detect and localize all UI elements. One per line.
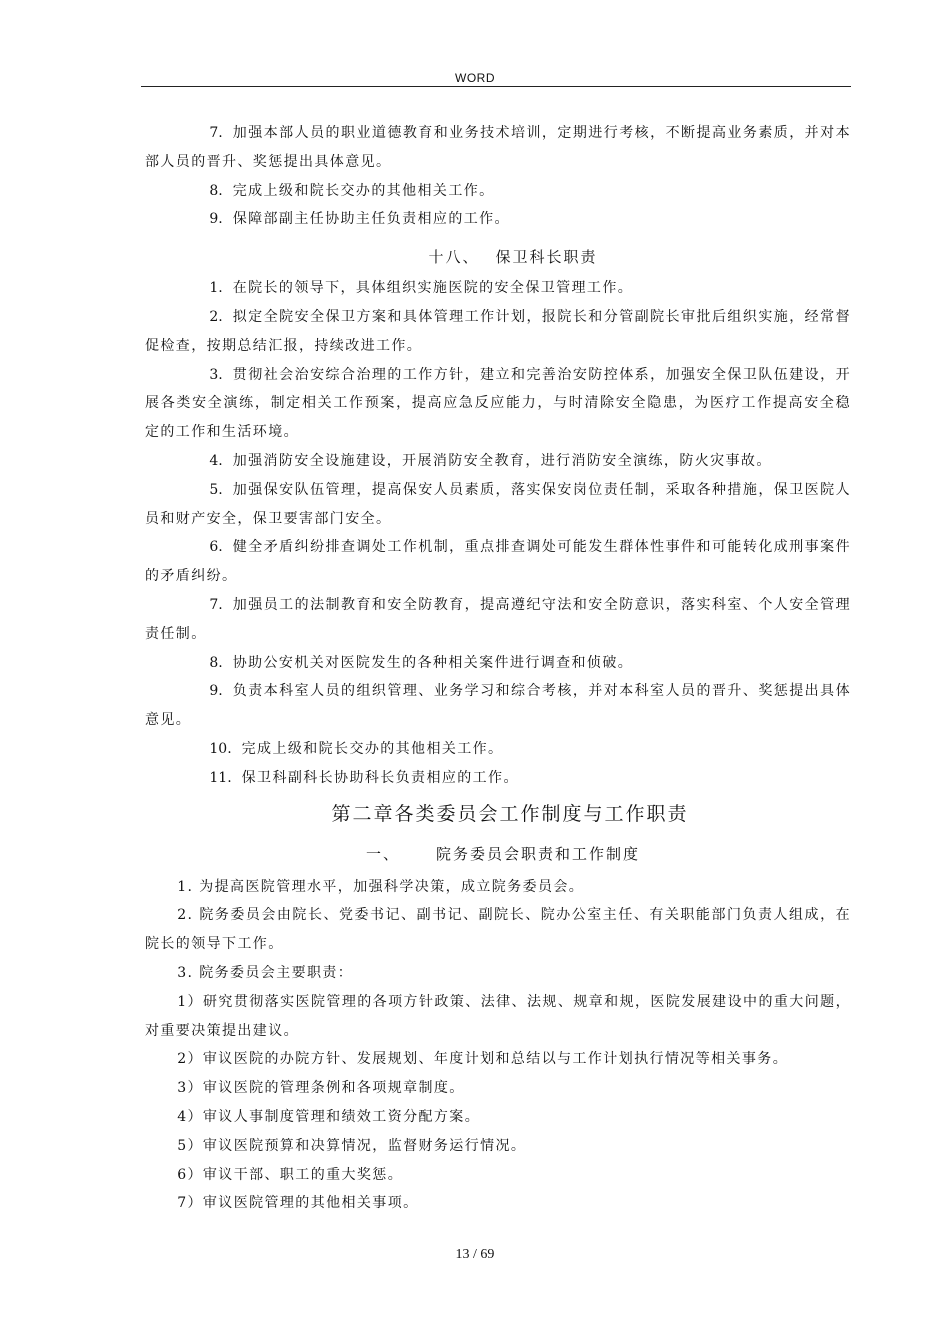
list-item-text: 健全矛盾纠纷排查调处工作机制，重点排查调处可能发生群体性事件和可能转化成刑事案件的矛盾纠纷。: [145, 539, 851, 585]
paragraph: 6）审议干部、职工的重大奖惩。: [177, 1166, 404, 1183]
paragraph: 2. 院务委员会由院长、党委书记、副书记、副院长、院办公室主任、有关职能部门负责人组成，在院长的领导下工作。: [145, 907, 851, 953]
list-item-number: 8.: [209, 182, 223, 199]
list-item: [145, 533, 851, 591]
paragraph: 1）研究贯彻落实医院管理的各项方针政策、法律、法规、规章和规，医院发展建设中的重大问题，对重要决策提出建议。: [145, 993, 851, 1039]
paragraph: 4）审议人事制度管理和绩效工资分配方案。: [177, 1108, 481, 1125]
paragraph: 3. 院务委员会主要职责：: [177, 964, 354, 981]
list-item: [145, 764, 851, 793]
pre-item-list: [145, 119, 851, 234]
section-heading-number: 一、: [365, 844, 400, 863]
list-item: [145, 649, 851, 678]
list-item-text: 加强员工的法制教育和安全防教育，提高遵纪守法和安全防意识，落实科室、个人安全管理责任制。: [145, 596, 851, 642]
list-item: [145, 677, 851, 735]
list-item-number: 2.: [209, 308, 223, 325]
section-heading-title: 院务委员会职责和工作制度: [436, 844, 641, 863]
list-item-text: 加强本部人员的职业道德教育和业务技术培训，定期进行考核，不断提高业务素质，并对本部人员的晋升、奖惩提出具体意见。: [145, 125, 851, 170]
section-heading-1: [145, 843, 851, 865]
page-header-title: WORD: [455, 71, 495, 85]
header-divider: [141, 86, 851, 87]
list-item-number: 4.: [209, 452, 223, 469]
list-item: [145, 361, 851, 447]
page-number: 13 / 69: [455, 1247, 495, 1262]
list-item-number: 7.: [209, 596, 223, 613]
list-item-number: 11.: [209, 769, 232, 786]
list-item: [145, 177, 851, 206]
list-item-number: 1.: [209, 280, 223, 297]
list-item-text: 完成上级和院长交办的其他相关工作。: [232, 182, 495, 199]
list-item: [145, 205, 851, 234]
list-item-number: 9.: [209, 211, 223, 228]
list-item: [145, 274, 851, 303]
list-item-text: 负责本科室人员的组织管理、业务学习和综合考核，并对本科室人员的晋升、奖惩提出具体意见。: [145, 683, 851, 729]
chapter-title: 第二章各类委员会工作制度与工作职责: [331, 802, 689, 825]
list-item-number: 5.: [209, 481, 223, 498]
paragraph: 7）审议医院管理的其他相关事项。: [177, 1195, 419, 1212]
document-body: [145, 119, 851, 1218]
list-item-number: 8.: [209, 654, 223, 671]
section18-item-list: [145, 274, 851, 792]
list-item-text: 保卫科副科长协助科长负责相应的工作。: [241, 769, 519, 786]
chapter2-paragraph-list: [145, 873, 851, 1219]
list-item: [145, 735, 851, 764]
list-item-text: 完成上级和院长交办的其他相关工作。: [241, 740, 504, 757]
list-item: [145, 476, 851, 534]
list-item-text: 保障部副主任协助主任负责相应的工作。: [232, 211, 510, 228]
list-item: [145, 119, 851, 177]
section-heading-number: 十八、: [428, 248, 480, 267]
list-item-text: 加强消防安全设施建设，开展消防安全教育，进行消防安全演练，防火灾事故。: [232, 452, 772, 469]
paragraph: 5）审议医院预算和决算情况，监督财务运行情况。: [177, 1137, 527, 1154]
list-item-number: 3.: [209, 366, 223, 383]
list-item-number: 6.: [209, 539, 223, 556]
paragraph: 3）审议医院的管理条例和各项规章制度。: [177, 1080, 465, 1097]
list-item-text: 拟定全院安全保卫方案和具体管理工作计划，报院长和分管副院长审批后组织实施，经常督促检查，按期总结汇报，持续改进工作。: [145, 308, 851, 354]
paragraph: 1. 为提高医院管理水平，加强科学决策，成立院务委员会。: [177, 878, 585, 895]
section-heading-title: 保卫科长职责: [495, 248, 598, 267]
list-item-number: 9.: [209, 683, 223, 700]
list-item-text: 协助公安机关对医院发生的各种相关案件进行调查和侦破。: [232, 654, 634, 671]
list-item-text: 在院长的领导下，具体组织实施医院的安全保卫管理工作。: [232, 280, 634, 297]
list-item-text: 贯彻社会治安综合治理的工作方针，建立和完善治安防控体系，加强安全保卫队伍建设，开展各类安全演练，制定相关工作预案，提高应急反应能力，与时清除安全隐患，为医疗工作提高安全稳定的工作和生活环境。: [145, 366, 851, 441]
list-item: [145, 303, 851, 361]
list-item: [145, 591, 851, 649]
paragraph: 2）审议医院的办院方针、发展规划、年度计划和总结以与工作计划执行情况等相关事务。: [177, 1051, 789, 1068]
list-item-number: 10.: [209, 740, 232, 757]
list-item: [145, 447, 851, 476]
list-item-text: 加强保安队伍管理，提高保安人员素质，落实保安岗位责任制，采取各种措施，保卫医院人员和财产安全，保卫要害部门安全。: [145, 481, 851, 527]
section-heading-18: [145, 246, 851, 268]
list-item-number: 7.: [209, 125, 223, 141]
